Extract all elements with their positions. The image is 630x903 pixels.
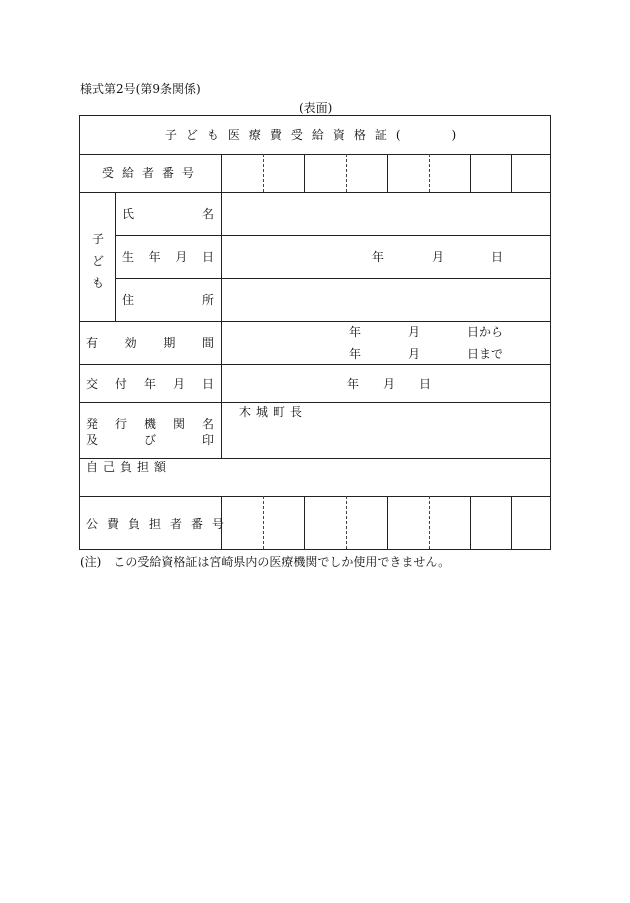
birthdate-label-char: 月 — [175, 250, 188, 264]
validity-from-month-unit: 月 — [408, 325, 421, 339]
form-number: 様式第2号(第9条関係) — [80, 82, 201, 96]
digit-divider — [346, 154, 347, 192]
birthdate-month-unit: 月 — [432, 250, 445, 264]
digit-divider — [470, 154, 471, 192]
issuer-label-line2 — [86, 433, 214, 447]
birthdate-label-char: 年 — [148, 250, 161, 264]
validity-label-char: 有 — [86, 336, 99, 350]
side-label: (表面) — [299, 101, 333, 115]
row-divider — [80, 192, 550, 193]
validity-from-year-unit: 年 — [349, 325, 362, 339]
issue-date-label-char: 月 — [172, 377, 185, 391]
digit-divider — [511, 496, 512, 549]
digit-divider — [511, 154, 512, 192]
digit-divider — [346, 496, 347, 549]
child-group-label: 子ども — [92, 232, 105, 290]
validity-to-day-unit: 日まで — [467, 347, 504, 361]
birthdate-day-unit: 日 — [491, 250, 504, 264]
recipient-number-label: 受給者番号 — [102, 166, 203, 180]
issuer-label-line2-char: 及 — [86, 433, 99, 447]
validity-from-day-unit: 日から — [467, 325, 504, 339]
row-divider — [80, 458, 550, 459]
certificate-title: 子ども医療費受給資格証( ) — [164, 128, 466, 142]
issue-date-label-char: 日 — [201, 377, 214, 391]
digit-divider — [304, 496, 305, 549]
validity-to-month-unit: 月 — [408, 347, 421, 361]
column-divider — [115, 192, 116, 321]
issuer-label-line2-char: 印 — [201, 433, 214, 447]
row-divider — [80, 402, 550, 403]
name-label — [122, 207, 214, 221]
issue-date-label-char: 交 — [86, 377, 99, 391]
issue-date-label — [86, 377, 214, 391]
issue-year-unit: 年 — [347, 377, 360, 391]
digit-divider — [470, 496, 471, 549]
copay-label: 自己負担額 — [86, 460, 172, 474]
address-label — [122, 293, 214, 307]
issuer-label-line1-char: 発 — [86, 417, 99, 431]
digit-divider — [263, 496, 264, 549]
digit-divider — [429, 154, 430, 192]
issuer-label-line1-char: 関 — [172, 417, 185, 431]
validity-label-char: 効 — [124, 336, 137, 350]
issuer-label-line1-char: 行 — [114, 417, 127, 431]
issuer-value: 木城町長 — [239, 405, 308, 419]
digit-divider — [387, 154, 388, 192]
row-divider — [80, 321, 550, 322]
birthdate-label-char: 生 — [122, 250, 135, 264]
digit-divider — [429, 496, 430, 549]
issue-month-unit: 月 — [383, 377, 396, 391]
validity-label — [86, 336, 214, 350]
row-divider — [80, 496, 550, 497]
issuer-label-line1-char: 名 — [201, 417, 214, 431]
issue-date-label-char: 付 — [114, 377, 127, 391]
row-divider — [115, 235, 550, 236]
payer-number-label: 公費負担者番号 — [86, 517, 234, 531]
digit-divider — [263, 154, 264, 192]
issuer-label-line1-char: 機 — [143, 417, 156, 431]
name-label-char: 名 — [201, 207, 214, 221]
footer-note: (注) この受給資格証は宮崎県内の医療機関でしか使用できません。 — [80, 555, 451, 569]
issue-date-label-char: 年 — [143, 377, 156, 391]
digit-divider — [304, 154, 305, 192]
row-divider — [80, 154, 550, 155]
column-divider — [221, 154, 222, 459]
issue-day-unit: 日 — [419, 377, 432, 391]
row-divider — [80, 364, 550, 365]
digit-divider — [387, 496, 388, 549]
address-label-char: 住 — [122, 293, 135, 307]
row-divider — [115, 278, 550, 279]
birthdate-year-unit: 年 — [372, 250, 385, 264]
issuer-label-line1 — [86, 417, 214, 431]
birthdate-label — [122, 250, 214, 264]
birthdate-label-char: 日 — [201, 250, 214, 264]
validity-to-year-unit: 年 — [349, 347, 362, 361]
validity-label-char: 間 — [201, 336, 214, 350]
address-label-char: 所 — [201, 293, 214, 307]
validity-label-char: 期 — [163, 336, 176, 350]
issuer-label-line2-char: び — [143, 433, 156, 447]
name-label-char: 氏 — [122, 207, 135, 221]
certificate-table — [79, 115, 551, 550]
